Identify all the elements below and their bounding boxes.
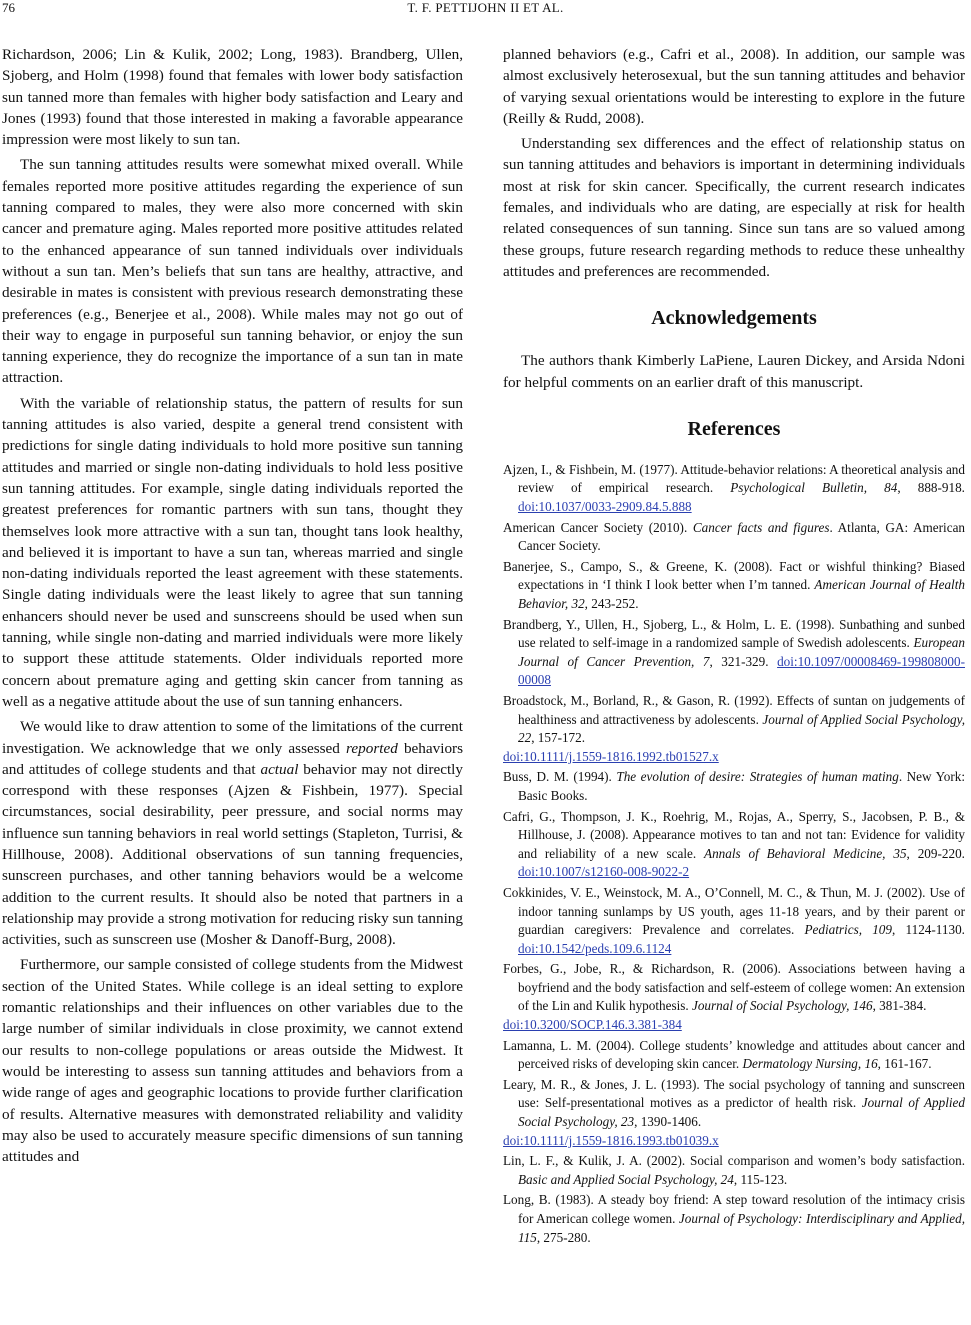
acknowledgements-text: The authors thank Kimberly LaPiene, Lauren Dickey, and Arsida Ndoni for helpful comments on an earlier draft of this manuscript. [503,352,965,391]
reference-source: Annals of Behavioral Medicine, 35 [704,845,907,861]
reference-source: Journal of Social Psychology, 146 [691,998,873,1014]
paragraph: Richardson, 2006; Lin & Kulik, 2002; Long, 1983). Brandberg, Ullen, Sjoberg, and Holm (1998) found that females with lower body satisfaction sun tanned more than females with higher body satisfaction and Leary and Jones (1993) found that those interested in making a favorable appearance impression were most likely to sun tan. [2,46,463,149]
reference-list [503,461,965,1247]
emphasis: actual [260,760,299,778]
reference-text: , 161-167. [877,1056,932,1072]
reference-text: . Atlanta, GA: American Cancer Society. [518,519,965,554]
reference-source: Pediatrics, 109 [804,922,892,938]
reference-text: , 243-252. [584,596,639,612]
reference-item [503,692,965,766]
reference-item [503,461,965,517]
reference-item [503,558,965,614]
reference-source: Journal of Psychology: Interdisciplinary and Applied, 115 [518,1211,965,1245]
reference-item [503,1037,965,1074]
reference-source: Psychological Bulletin, 84 [730,480,898,496]
reference-item [503,960,965,1034]
reference-text: Cafri, G., Thompson, J. K., Roehrig, M., Rojas, A., Sperry, S., Jacobsen, P. B., & Hillhouse, J. (2008). Appearance motives to tan and not tan: Evidence for validity and reliability of a new scale. [503,808,965,861]
reference-text: Leary, M. R., & Jones, J. L. (1993). The social psychology of tanning and sunscreen use: Self-presentational motives as a predictor of health risk. [503,1076,965,1111]
left-column [2,44,463,1325]
limitations-paragraph [2,716,463,950]
reference-text: Lin, L. F., & Kulik, J. A. (2002). Social comparison and women’s body satisfaction. [503,1153,965,1169]
doi-link[interactable]: doi:10.1542/peds.109.6.1124 [518,940,672,956]
paragraph: Furthermore, our sample consisted of college students from the Midwest section of the United States. While college is an ideal setting to explore romantic relationships and their influences on other variables due to the large number of similar individuals in close proximity, we cannot extend our results to non-college populations or areas outside the Midwest. It would be interesting to assess sun tanning attitudes and behaviors from a wide range of ages and geographic locations to provide further clarification of results. Alternative measures with demonstrated reliability and validity may also be used to accurately measure specific dimensions of sun tanning attitudes and [2,956,463,1166]
reference-text: Banerjee, S., Campo, S., & Greene, K. (2008). Fact or wishful thinking? Biased expectations in ‘I think I look better when I’m tanned. [503,558,965,593]
reference-item [503,768,965,805]
reference-text: Brandberg, Y., Ullen, H., Sjoberg, L., & Holm, L. E. (1998). Sunbathing and sunbed use related to self-image in a randomized sample of Swedish adolescents. [503,616,965,651]
doi-link[interactable]: doi:10.1097/00008469-199808000-00008 [518,653,965,688]
reference-item [503,1076,965,1150]
doi-link[interactable]: doi:10.1111/j.1559-1816.1992.tb01527.x [503,748,719,764]
text-run: behavior may not directly correspond with these responses (Ajzen & Fishbein, 1977). Special circumstances, social desirability, peer pressure, and social norms may influence sun tanning behaviors in real world settings (Stapleton, Turrisi, & Hillhouse, 2008). Additional observations of sun tanning frequencies, sunscreen purchases, and other tanning behaviors would be a welcome addition to the current results. It should also be noted that partners in a relationship may provide a strong motivation for reducing risky sun tanning activities, such as sunscreen use (Mosher & Danoff-Burg, 2008). [2,760,463,949]
reference-item [503,616,965,690]
reference-text: , 115-123. [733,1171,788,1187]
doi-link[interactable]: doi:10.3200/SOCP.146.3.381-384 [503,1017,682,1033]
reference-item [503,884,965,958]
reference-source: European Journal of Cancer Prevention, 7 [518,635,965,669]
references-heading: References [687,417,781,440]
reference-text: Long, B. (1983). A steady boy friend: A step toward resolution of the intimacy crisis for American college women. [503,1192,965,1227]
reference-source: Journal of Applied Social Psychology, 22 [518,711,965,746]
doi-link[interactable]: doi:10.1007/s12160-008-9022-2 [518,864,690,880]
page-header [0,0,971,22]
emphasis: reported [346,739,398,757]
reference-text: , 1124-1130. [892,922,965,938]
reference-text: Lamanna, L. M. (2004). College students’ knowledge and attitudes about cancer and perceived risks of developing skin cancer. [503,1037,965,1072]
reference-text: Forbes, G., Jobe, R., & Richardson, R. (2006). Associations between having a boyfriend and the body satisfaction and self-esteem of college women: An extension of the Lin and Kulik hypothesis. [503,961,965,1014]
reference-source: Journal of Applied Social Psychology, 23 [518,1095,965,1130]
reference-text: , 209-220. [906,845,965,861]
reference-source: Basic and Applied Social Psychology, 24 [518,1171,734,1187]
reference-text: Ajzen, I., & Fishbein, M. (1977). Attitude-behavior relations: A theoretical analysis and review of empirical research. [503,461,965,496]
doi-link[interactable]: doi:10.1111/j.1559-1816.1993.tb01039.x [503,1132,719,1148]
right-column [503,44,965,1325]
reference-text: Cokkinides, V. E., Weinstock, M. A., O’Connell, M. C., & Thun, M. J. (2002). Use of indoor tanning sunlamps by US youth, ages 11-18 years, and by their parent or guardian caregivers: Prevalence and correlates. [503,884,965,938]
paragraph: Understanding sex differences and the effect of relationship status on sun tanning attitudes and behaviors is important in determining individuals most at risk for skin cancer. Specifically, the current research indicates females, and individuals who are dating, are especially at risk for health related consequences of sun tanning. Since sun tans are so valued among these groups, future research regarding methods to reduce these unhealthy attitudes and preferences are recommended. [503,135,965,280]
reference-text: . New York: Basic Books. [518,769,965,803]
reference-source: American Journal of Health Behavior, 32 [518,577,965,612]
text-run: We would like to draw attention to some of the limitations of the current investigation. We acknowledge that we only assessed [2,718,463,757]
reference-source: The evolution of desire: Strategies of human mating [616,769,899,785]
paragraph: planned behaviors (e.g., Cafri et al., 2008). In addition, our sample was almost exclusively heterosexual, but the sun tanning attitudes and behavior of varying sexual orientations would be interesting to explore in the future (Reilly & Rudd, 2008). [503,46,965,127]
reference-source: Cancer facts and figures [692,519,830,535]
reference-text: , 157-172. [531,730,586,746]
reference-item [503,808,965,882]
paragraph: With the variable of relationship status, the pattern of results for sun tanning attitudes is also varied, despite a general trend consistent with predictions for single dating individuals to hold more positive sun tanning attitudes and married or single non-dating individuals to hold less positive sun tanning attitudes. For example, single dating individuals reported the greatest preferences for romantic partners with sun tans, thought they themselves look more attractive with a sun tan, thought tans look healthy, and believed it is important to have a sun tan, whereas married and single non-dating individuals reported the least agreement with these statements. Single dating individuals were the least likely to agree that sun tanning enhancers should never be used and sunscreens should be used when sun tanning, while single non-dating and married individuals were more likely to support these attitude statements. Older individuals reported more concern about premature aging and getting skin cancer from tanning as well as a negative attitude about the use of sun tanning enhancers. [2,394,463,710]
reference-text: Buss, D. M. (1994). [503,769,617,785]
reference-text: , 321-329. [709,653,778,669]
reference-text: Broadstock, M., Borland, R., & Gason, R. (1992). Effects of suntan on judgements of healthiness and attractiveness by adolescents. [503,692,965,727]
acknowledgements-heading: Acknowledgements [651,307,817,330]
reference-source: Dermatology Nursing, 16 [742,1056,878,1072]
text-run: behaviors and attitudes of college students and that [2,739,463,778]
running-title: T. F. PETTIJOHN II ET AL. [407,0,564,15]
reference-text: American Cancer Society (2010). [503,519,693,535]
paragraph: The sun tanning attitudes results were somewhat mixed overall. While females reported more positive attitudes regarding the experience of sun tanning compared to males, they were also more concerned with skin cancer and premature aging. Males reported more positive attitudes related to the enhanced appearance of sun tanned individuals over individuals without a sun tan. Men’s beliefs that sun tans are healthy, attractive, and desirable in mates is consistent with previous research demonstrating these preferences (e.g., Benerjee et al., 2008). While males may not go out of their way to engage in purposeful sun tanning behavior, or enjoy the sun tanning experience, they do recognize the importance of a sun tan in mate attraction. [2,156,463,387]
doi-link[interactable]: doi:10.1037/0033-2909.84.5.888 [518,499,692,515]
reference-item [503,519,965,556]
reference-item [503,1191,965,1247]
reference-text: , 275-280. [536,1229,591,1245]
reference-text: , 1390-1406. [634,1114,702,1130]
reference-text: , 888-918. [897,480,965,496]
reference-item [503,1152,965,1189]
page-number: 76 [2,0,15,15]
reference-text: , 381-384. [872,998,927,1014]
